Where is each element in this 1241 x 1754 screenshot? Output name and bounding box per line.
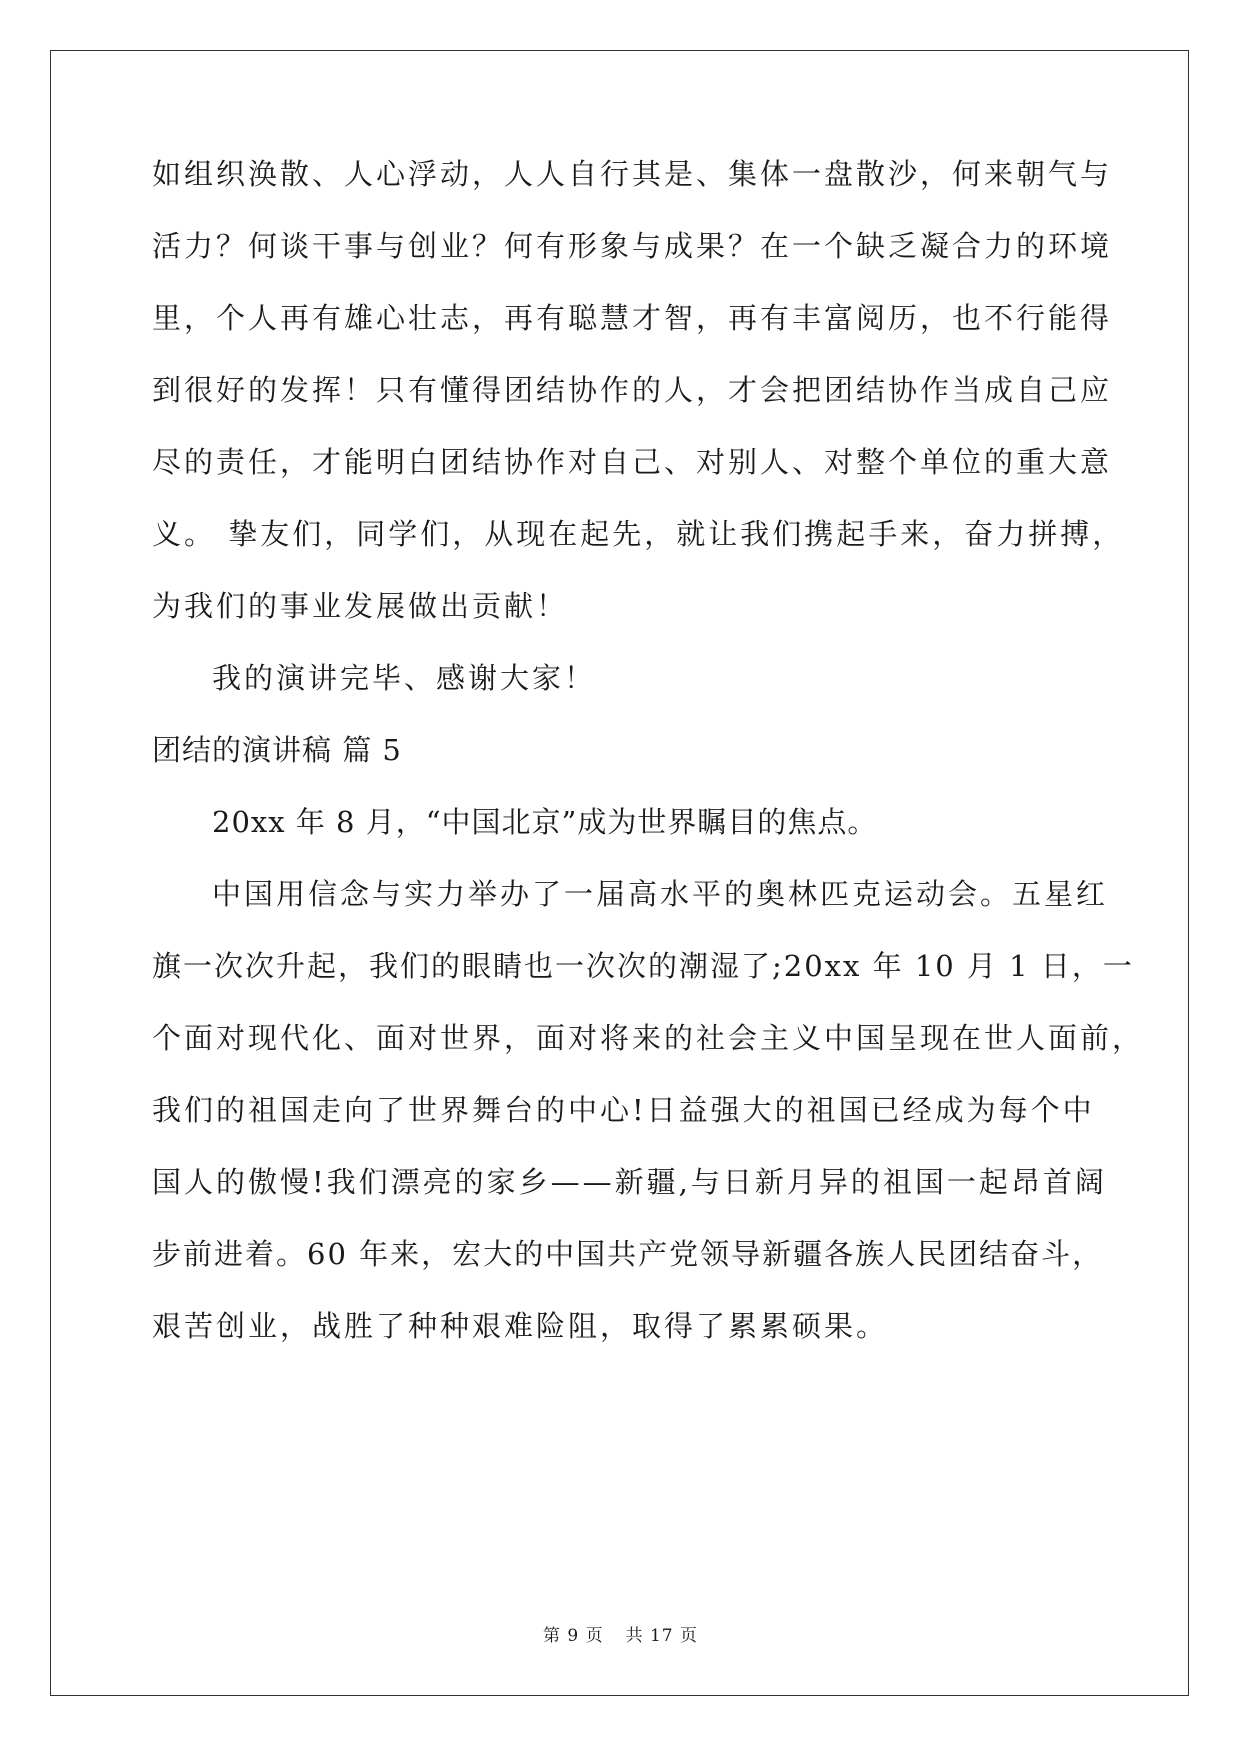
body-line: 国人的傲慢!我们漂亮的家乡——新疆,与日新月异的祖国一起昂首阔 xyxy=(152,1165,1107,1199)
body-line: 20xx 年 8 月，“中国北京”成为世界瞩目的焦点。 xyxy=(212,805,878,839)
page-footer xyxy=(0,1625,1241,1647)
page-total: 共 17 页 xyxy=(625,1626,699,1646)
body-line: 艰苦创业，战胜了种种艰难险阻，取得了累累硕果。 xyxy=(152,1309,889,1343)
body-line: 我们的祖国走向了世界舞台的中心!日益强大的祖国已经成为每个中 xyxy=(152,1093,1095,1127)
section-heading: 团结的演讲稿 篇 5 xyxy=(152,733,402,767)
page-number: 第 9 页 xyxy=(542,1626,604,1646)
body-line: 为我们的事业发展做出贡献！ xyxy=(152,589,569,623)
page-border xyxy=(50,50,1189,1696)
body-line: 如组织涣散、人心浮动，人人自行其是、集体一盘散沙，何来朝气与 xyxy=(152,157,1113,191)
body-line: 里，个人再有雄心壮志，再有聪慧才智，再有丰富阅历，也不行能得 xyxy=(152,301,1113,335)
body-line: 尽的责任，才能明白团结协作对自己、对别人、对整个单位的重大意 xyxy=(152,445,1113,479)
closing-line: 我的演讲完毕、感谢大家！ xyxy=(212,661,597,695)
body-line: 旗一次次升起，我们的眼睛也一次次的潮湿了;20xx 年 10 月 1 日，一 xyxy=(152,949,1134,983)
body-line: 个面对现代化、面对世界，面对将来的社会主义中国呈现在世人面前， xyxy=(152,1021,1145,1055)
body-line: 中国用信念与实力举办了一届高水平的奥林匹克运动会。五星红 xyxy=(212,877,1109,911)
body-line: 义。 挚友们，同学们，从现在起先，就让我们携起手来，奋力拼搏， xyxy=(152,517,1125,551)
body-line: 活力？何谈干事与创业？何有形象与成果？在一个缺乏凝合力的环境 xyxy=(152,229,1113,263)
body-line: 步前进着。60 年来，宏大的中国共产党领导新疆各族人民团结奋斗， xyxy=(152,1237,1104,1271)
body-line: 到很好的发挥！只有懂得团结协作的人，才会把团结协作当成自己应 xyxy=(152,373,1113,407)
